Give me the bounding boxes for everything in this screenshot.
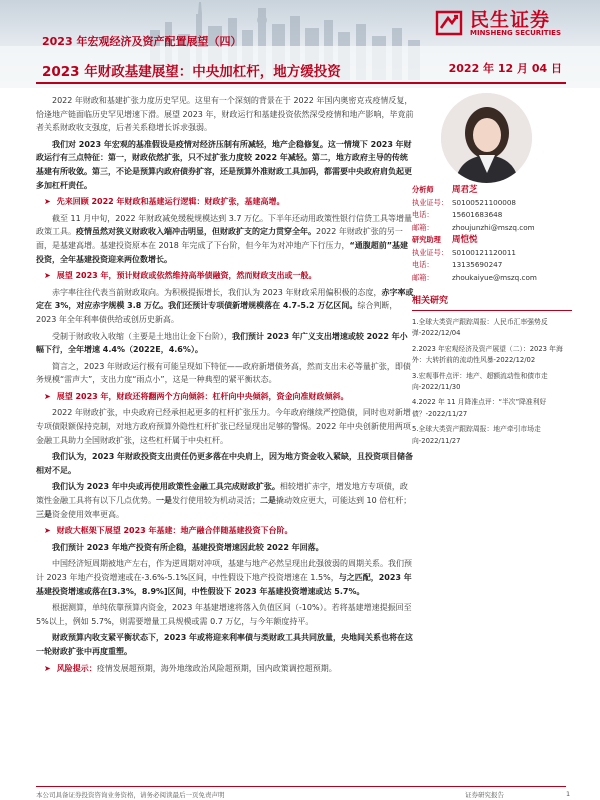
- report-date: 2022 年 12 月 04 日: [448, 62, 562, 75]
- header-banner: [0, 0, 600, 88]
- header-divider: [36, 82, 566, 84]
- paragraph: 根据测算，单纯依靠预算内资金，2023 年基建增速将落入负值区间（-10%）。若将基建增速提振回至 5%以上，例如 5.7%，则需要增量工具规模或需 0.7 万亿，与今年额度持平。: [36, 603, 412, 626]
- paragraph: 我们认为，2023 年财政投资支出责任仍更多落在中央肩上，因为地方资金收入紧缺，且投资项目储备相对不足。: [36, 452, 414, 475]
- company-logo: [432, 2, 592, 44]
- paragraph: 2022 年财政和基建扩张力度历史罕见。这里有一个深刻的背景在于 2022 年国内奥密克戎疫情反复，恰逢地产链面临历史罕见增速下滑。展望 2023 年，财政运行和基建投资依然深受疫情和地产影响，毕竟前者关系财政收支强度，后者关系稳增长诉求强弱。: [36, 96, 414, 133]
- analyst-phone-row: 电话： 15601683648: [412, 210, 503, 219]
- analyst-email-row: 邮箱： zhoujunzhi@mszq.com: [412, 222, 572, 235]
- section-heading: ➤ 展望 2023 年，财政还将翻两个方向倾斜：杠杆向中央倾斜，资金向准财政倾斜。: [36, 390, 414, 404]
- page-number: 1: [566, 790, 571, 798]
- paragraph: 简言之，2023 年财政运行极有可能呈现如下特征——政府新增债务高，然而支出未必等量扩张，即债务规模“雷声大”，支出力度“雨点小”，这是一种典型的紧平衡状态。: [36, 361, 411, 385]
- analyst-photo: [441, 93, 532, 183]
- paragraph: 我们认为 2023 年中央或再使用政策性金融工具完成财政扩张。相较增扩赤字，增发地方专项债，政策性金融工具将有以下几点优势。一是发行使用较为机动灵活；二是撬动效应更大，可能达到 10 倍杠杆；三是资金使用效率更高。: [36, 482, 412, 519]
- related-research-list: [412, 317, 572, 447]
- paragraph: 受制于财政收入收缩（主要是土地出让金下台阶），我们预计 2023 年广义支出增速或较 2022 年小幅下行，全年增速 4.4%（2022E，4.6%）。: [36, 331, 408, 355]
- related-research: [412, 293, 572, 451]
- paragraph: 我们对 2023 年宏观的基准假设是疫情对经济压制有所减轻，地产企稳修复。这一情境下 2023 年财政运行有三点特征：第一，财政依然扩张，只不过扩张力度较 2022 年减轻。第二，地方政府主导的传统基建有所收敛。第三，不论是预算内政府债券扩容，还是预算外准财政工具加码，都需要中央政府肩负起更多加杠杆责任。: [36, 139, 412, 190]
- risk-text: 疫情发展超预期，海外地缘政治风险超预期，国内政策调控超预期。: [96, 663, 337, 673]
- analyst-name: 周君芝: [452, 185, 478, 195]
- assistant-email-row: 邮箱： zhoukaiyue@mszq.com: [412, 272, 572, 285]
- section-heading: ➤ 财政大框架下展望 2023 年基建：地产融合伴随基建投资下台阶。: [36, 524, 414, 538]
- analyst-info: [412, 184, 572, 284]
- arrow-icon: ➤: [44, 526, 51, 536]
- related-research-item[interactable]: 5.全球大类资产跟踪周报：地产牵引市场走向-2022/11/27: [412, 425, 541, 445]
- assistant-name: 周恺悦: [452, 235, 478, 245]
- risk-warning: [36, 662, 414, 676]
- paragraph: 2022 年财政扩张，中央政府已经承担起更多的杠杆扩张压力。今年政府继续严控隐债，同时也对新增专项债限额保持克制，对地方政府预算外隐性杠杆扩张已经显现出足够的警惕。2022 年中央创新使用两项金融工具助力全国财政扩张，这些杠杆属于中央杠杆。: [36, 408, 411, 445]
- assistant-phone-row: 电话： 13135690247: [412, 260, 503, 269]
- series-title: 2023 年宏观经济及资产配置展望（四）: [42, 35, 242, 48]
- footer-disclaimer: 本公司具备证券投资咨询业务资格，请务必阅读最后一页免责声明: [36, 791, 225, 799]
- related-research-title: 相关研究: [412, 293, 572, 311]
- paragraph: 赤字率往往代表当前财政取向。为积极提振增长，我们认为 2023 年财政采用偏积极的态度，赤字率或定在 3%，对应赤字规模 3.8 万亿。我们还预计专项债新增规模落在 4.7-5.2 万亿区间。综合判断，2023 年全年利率债供给或创历史新高。: [36, 287, 414, 324]
- risk-label: 风险提示：: [56, 663, 97, 673]
- related-research-item[interactable]: 2.2023 年宏观经济及资产展望（二）：2023 年海外：大转折前的流动性风暴-2022/12/02: [412, 344, 563, 365]
- footer-divider: [36, 786, 566, 787]
- analyst-cert-row: 执业证号： S0100521100008: [412, 197, 517, 207]
- assistant-email-link[interactable]: zhoukaiyue@mszq.com: [452, 272, 537, 282]
- arrow-icon: ➤: [44, 663, 51, 673]
- arrow-icon: ➤: [44, 391, 51, 401]
- related-research-item[interactable]: 3.宏观事件点评：地产、超额流动性和债市走向-2022/11/30: [412, 371, 548, 392]
- report-body: [36, 94, 414, 678]
- paragraph: 截至 11 月中旬，2022 年财政减免缓税规模达到 3.7 万亿。下半年还动用政策性银行信贷工具等增量政策工具。疫情虽然对狭义财政收入端冲击明显，但财政扩支的定力贯穿全年。2022 年财政扩张的另一面，是基建高增。基建投资原本在 2018 年完成了下台阶，但今年为对冲地产下行压力，“通腹超前”基建投资，全年基建投资迎来两位数增长。: [36, 213, 412, 264]
- arrow-icon: ➤: [44, 271, 51, 281]
- section-heading: ➤ 先来回顾 2022 年财政和基建运行逻辑：财政扩张，基建高增。: [36, 195, 414, 209]
- related-research-item[interactable]: 1.全球大类资产跟踪周报：人民币汇率强势反弹-2022/12/04: [412, 318, 548, 338]
- paragraph: 中国经济短周期被地产左右，作为逆周期对冲项，基建与地产必然呈现出此强彼弱的周期关系。我们预计 2023 年地产投资增速或在-3.6%-5.1%区间，中性假设下地产投资增速在 1.5%，与之匹配，2023 年基建投资增速或落在[3.3%，8.9%]区间，中性假设下 2023 年基建投资增速或达 5.7%。: [36, 559, 412, 596]
- related-research-item[interactable]: 4.2022 年 11 月降准点评：“半次”降准利好债？-2022/11/27: [412, 398, 547, 418]
- analyst-email-link[interactable]: zhoujunzhi@mszq.com: [452, 222, 535, 232]
- paragraph: 我们预计 2023 年地产投资有所企稳，基建投资增速因此较 2022 年回落。: [52, 542, 324, 552]
- logo-text-cn: 民生证券: [470, 9, 551, 31]
- paragraph: 财政预算内收支紧平衡状态下，2023 年或将迎来利率债与类财政工具共同放量，央地间关系也将在这一轮财政扩张中再度重塑。: [36, 633, 414, 656]
- assistant-cert-row: 执业证号： S0100121120011: [412, 247, 517, 257]
- analyst-name-row: 分析师 周君芝: [412, 185, 478, 195]
- footer-doc-type: 证券研究报告: [465, 791, 504, 799]
- minsheng-logo-icon: [432, 6, 466, 40]
- logo-text-en: MINSHENG SECURITIES: [470, 29, 561, 37]
- assistant-name-row: 研究助理 周恺悦: [412, 235, 478, 245]
- arrow-icon: ➤: [44, 197, 51, 207]
- page-title: 2023 年财政基建展望：中央加杠杆，地方缓投资: [42, 64, 341, 80]
- section-heading: ➤ 展望 2023 年，预计财政或依然维持高举债融资，然而财政支出或一般。: [36, 269, 414, 283]
- person-portrait-image: [441, 93, 532, 183]
